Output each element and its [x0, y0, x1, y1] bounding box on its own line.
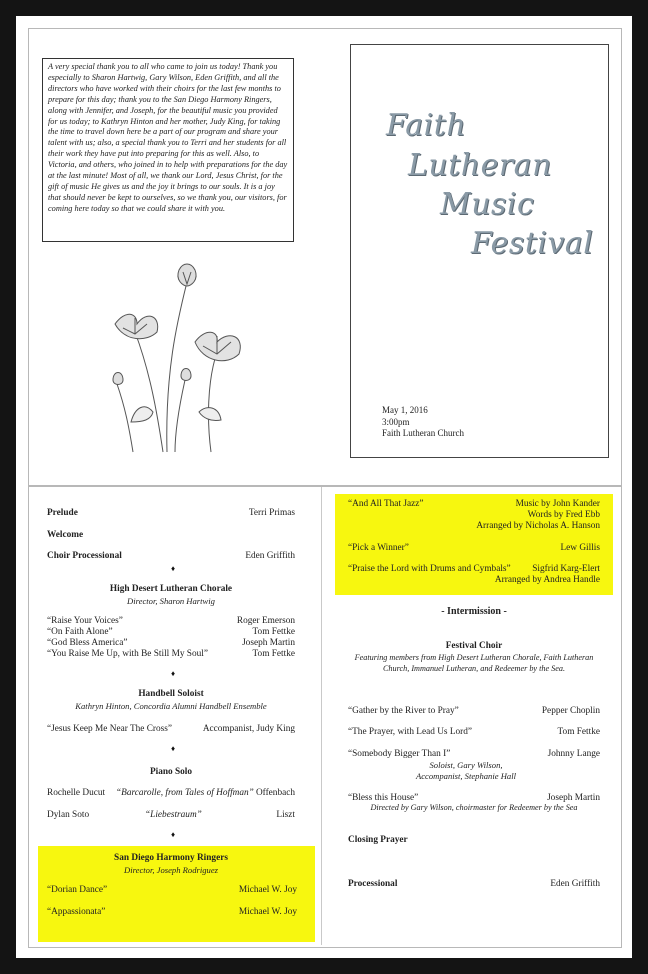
- piano-composer-2-text: Liszt: [276, 810, 295, 820]
- somebody-accompanist-text: Accompanist, Stephanie Hall: [415, 771, 516, 781]
- jazz-arranger-text: Arranged by Nicholas A. Hanson: [476, 521, 600, 531]
- festival-choir-desc-1-text: Featuring members from High Desert Lutheran Chorale, Faith Lutheran: [354, 653, 594, 662]
- cover-time: 3:00pm: [382, 416, 410, 427]
- cover-title-4: Festival: [471, 226, 594, 261]
- lotus-flower-illustration: [95, 262, 265, 462]
- diamond-divider: ♦: [171, 564, 176, 573]
- winner-composer: [520, 543, 600, 553]
- intermission-text: - Intermission -: [441, 606, 507, 617]
- chorale-title-text: High Desert Lutheran Chorale: [109, 584, 233, 594]
- ringers-song-2: “Appassionata”: [47, 907, 106, 917]
- cover-date: May 1, 2016: [382, 405, 428, 415]
- piano-performer-2: Dylan Soto: [47, 810, 90, 820]
- jazz-music-credit-text: Music by John Kander: [515, 499, 600, 509]
- chorale-song-1: “Raise Your Voices”: [47, 616, 123, 626]
- bless-director: [335, 803, 613, 812]
- gather-title: “Gather by the River to Pray”: [348, 706, 459, 716]
- diamond-divider: ♦: [171, 744, 176, 753]
- handbell-accompanist: [190, 724, 295, 734]
- ringers-composer-2: [200, 907, 297, 917]
- prelude-performer: [230, 508, 295, 518]
- somebody-title: “Somebody Bigger Than I”: [348, 749, 451, 759]
- jazz-arranger: [440, 521, 600, 531]
- praise-composer-text: Sigfrid Karg-Elert: [532, 564, 600, 574]
- chorale-composer-2-text: Tom Fettke: [252, 627, 295, 637]
- chorale-song-3: “God Bless America”: [47, 638, 128, 648]
- jazz-music-credit: [470, 499, 600, 509]
- somebody-soloist-text: Soloist, Gary Wilson,: [429, 760, 503, 770]
- jazz-title: “And All That Jazz”: [348, 499, 424, 509]
- welcome-label: Welcome: [47, 530, 84, 540]
- praise-composer: [510, 564, 600, 574]
- jazz-words-credit: [470, 510, 600, 520]
- piano-composer-1: [245, 788, 295, 798]
- winner-composer-text: Lew Gillis: [560, 543, 600, 553]
- piano-composer-2: [245, 810, 295, 820]
- winner-title: “Pick a Winner”: [348, 543, 409, 553]
- chorale-song-2: “On Faith Alone”: [47, 627, 113, 637]
- column-divider: [321, 487, 322, 945]
- choir-processional-leader-text: Eden Griffith: [245, 551, 295, 561]
- choir-processional-label: Choir Processional: [47, 551, 122, 561]
- chorale-composer-1: [200, 616, 295, 626]
- somebody-soloist: [348, 760, 584, 770]
- festival-choir-title: [335, 641, 613, 651]
- chorale-composer-1-text: Roger Emerson: [236, 616, 295, 626]
- gather-composer: [510, 706, 600, 716]
- bless-director-text: Directed by Gary Wilson, choirmaster for Redeemer by the Sea: [370, 803, 578, 812]
- piano-piece-1: “Barcarolle, from Tales of Hoffman”: [116, 788, 254, 798]
- praise-arranger: [470, 575, 600, 585]
- thank-you-note: A very special thank you to all who came to join us today! Thank you especially to Sharon Hartwig, Gary Wilson, Eden Griffith, and all the directors who have worked with their choirs for the last few months to prepare for this day; thank you to the San Diego Harmony Ringers, along with Jennifer, and Joseph, for the beautiful music you provided for us today; to Kathryn Hinton and her mother, Judy King, for taking the time to travel down here be a part of our program and share your talent with us; also, a special thank you to Terri and her students for all their work they have put into preparing for this as well. Also, to Victoria, and others, who joined in to help with preparations for the day at the last minute! Most of all, we thank our Lord, Jesus Christ, for the gift of music He gives us and the joy it brings to our souls. It is a joy that should never be kept to ourselves, so we thank you, our visitors, for coming here today so that we could share it with you.: [42, 58, 294, 242]
- ringers-director-text: Director, Joseph Rodriguez: [124, 865, 218, 875]
- chorale-title: [47, 584, 295, 594]
- jazz-words-credit-text: Words by Fred Ebb: [527, 510, 600, 520]
- handbell-subtitle: [47, 701, 295, 711]
- prayer-composer: [520, 727, 600, 737]
- piano-solo-title: [47, 767, 295, 777]
- bless-composer: [510, 793, 600, 803]
- gather-composer-text: Pepper Choplin: [541, 706, 600, 716]
- diamond-divider: ♦: [171, 830, 176, 839]
- piano-piece-2: “Liebestraum”: [145, 810, 202, 820]
- praise-arranger-text: Arranged by Andrea Handle: [494, 575, 600, 585]
- handbell-subtitle-text: Kathryn Hinton, Concordia Alumni Handbell Ensemble: [75, 701, 267, 711]
- prelude-label: Prelude: [47, 508, 78, 518]
- handbell-accompanist-text: Accompanist, Judy King: [202, 724, 295, 734]
- processional-leader: [515, 879, 600, 889]
- festival-choir-desc-2: [335, 664, 613, 673]
- cover-title-1: Faith: [386, 108, 467, 143]
- cover-event-info: [382, 405, 464, 440]
- handbell-title: [47, 689, 295, 699]
- chorale-composer-2: [200, 627, 295, 637]
- bless-composer-text: Joseph Martin: [547, 793, 600, 803]
- chorale-director: [47, 596, 295, 606]
- praise-title: “Praise the Lord with Drums and Cymbals”: [348, 564, 511, 574]
- prayer-title: “The Prayer, with Lead Us Lord”: [348, 727, 473, 737]
- chorale-song-4: “You Raise Me Up, with Be Still My Soul”: [47, 649, 208, 659]
- diamond-divider: ♦: [171, 669, 176, 678]
- piano-solo-title-text: Piano Solo: [149, 767, 193, 777]
- chorale-composer-3-text: Joseph Martin: [242, 638, 295, 648]
- festival-choir-desc-2-text: Church, Immanuel Lutheran, and Redeemer by the Sea.: [382, 664, 566, 673]
- bless-title: “Bless this House”: [348, 793, 419, 803]
- cover-title-2: Lutheran: [408, 148, 552, 183]
- chorale-composer-4: [230, 649, 295, 659]
- closing-prayer-label: Closing Prayer: [348, 835, 408, 845]
- chorale-composer-3: [200, 638, 295, 648]
- choir-processional-leader: [215, 551, 295, 561]
- festival-choir-title-text: Festival Choir: [445, 641, 503, 651]
- chorale-composer-4-text: Tom Fettke: [252, 649, 295, 659]
- ringers-director: [47, 865, 295, 875]
- cover-title-3: Music: [440, 187, 535, 222]
- handbell-song: “Jesus Keep Me Near The Cross”: [47, 724, 173, 734]
- ringers-title-text: San Diego Harmony Ringers: [114, 853, 228, 863]
- piano-performer-1: Rochelle Ducut: [47, 788, 106, 798]
- piano-composer-1-text: Offenbach: [255, 788, 295, 798]
- processional-label: Processional: [348, 879, 398, 889]
- processional-leader-text: Eden Griffith: [550, 879, 600, 889]
- festival-choir-desc-1: [335, 653, 613, 662]
- ringers-song-1: “Dorian Dance”: [47, 885, 108, 895]
- prayer-composer-text: Tom Fettke: [557, 727, 600, 737]
- chorale-director-text: Director, Sharon Hartwig: [127, 596, 215, 606]
- ringers-composer-2-text: Michael W. Joy: [238, 907, 297, 917]
- somebody-composer: [510, 749, 600, 759]
- prelude-performer-text: Terri Primas: [248, 508, 295, 518]
- cover-place: Faith Lutheran Church: [382, 428, 464, 438]
- ringers-composer-1: [200, 885, 297, 895]
- handbell-title-text: Handbell Soloist: [138, 689, 204, 699]
- ringers-composer-1-text: Michael W. Joy: [238, 885, 297, 895]
- intermission-label: [335, 606, 613, 617]
- somebody-composer-text: Johnny Lange: [547, 749, 600, 759]
- ringers-title: [47, 853, 295, 863]
- somebody-accompanist: [348, 771, 584, 781]
